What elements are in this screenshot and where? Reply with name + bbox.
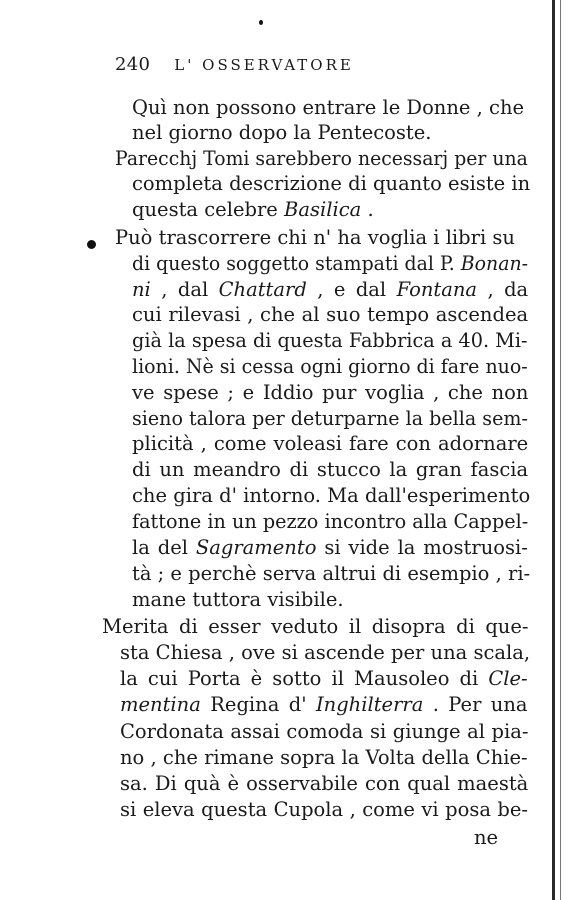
text-line xyxy=(115,147,528,171)
italic-text: mentina xyxy=(120,693,201,716)
text-segment: mane tuttora visibile. xyxy=(132,588,344,611)
text-line xyxy=(132,278,528,302)
text-segment: Quì non possono entrare le Donne , che xyxy=(132,96,525,119)
text-segment: Regina d' xyxy=(200,693,316,716)
text-segment: ve spese ; e Iddio pur voglia , che non xyxy=(132,381,529,404)
text-line xyxy=(132,198,374,222)
text-line xyxy=(102,615,528,639)
text-line xyxy=(132,407,528,431)
italic-text: Fontana xyxy=(396,278,478,301)
text-segment: lioni. Nè si cessa ogni giorno di fare nuo- xyxy=(132,355,528,378)
text-line xyxy=(132,432,528,456)
italic-text: Basilica xyxy=(284,198,362,221)
italic-text: ni xyxy=(132,278,151,301)
running-header xyxy=(115,54,354,75)
text-segment: sta Chiesa , ove si ascende per una scala, xyxy=(120,641,531,664)
text-segment: di questo soggetto stampati dal P. xyxy=(132,252,461,275)
text-segment: la del xyxy=(132,536,196,559)
text-line xyxy=(132,252,528,276)
text-segment: fattone in un pezzo incontro alla Cappel- xyxy=(132,510,529,533)
text-segment: no , che rimane sopra la Volta della Chie- xyxy=(120,746,528,769)
text-line xyxy=(132,381,528,405)
italic-text: Cle- xyxy=(488,667,528,690)
text-line xyxy=(132,121,431,145)
text-line xyxy=(474,826,498,850)
running-title: L' OSSERVATORE xyxy=(174,56,354,74)
text-segment: la cui Porta è sotto il Mausoleo di xyxy=(120,667,489,690)
italic-text: Bonan- xyxy=(460,252,528,275)
page-edge-shadow xyxy=(552,0,555,900)
text-segment: si eleva questa Cupola , come vi posa be- xyxy=(120,798,529,821)
ink-blot xyxy=(87,240,96,249)
text-segment: si vide la mostruosi- xyxy=(316,536,528,559)
text-segment: tà ; e perchè serva altrui di esempio , ri- xyxy=(132,562,531,585)
text-segment: di un meandro di stucco la gran fascia xyxy=(132,458,529,481)
text-line xyxy=(132,484,530,508)
text-segment: . xyxy=(361,198,374,221)
text-line xyxy=(120,772,528,796)
text-segment: , da xyxy=(477,278,529,301)
text-segment: Può trascorrere chi n' ha voglia i libri su xyxy=(115,226,515,249)
text-segment: già la spesa di questa Fabbrica a 40. Mi- xyxy=(132,329,528,352)
text-line xyxy=(132,303,528,327)
text-line xyxy=(132,458,528,482)
text-segment: Parecchj Tomi sarebbero necessarj per una xyxy=(115,147,528,170)
text-line xyxy=(120,693,528,717)
text-line xyxy=(132,536,528,560)
text-line xyxy=(120,746,528,770)
text-segment: ne xyxy=(474,826,499,849)
text-segment: , dal xyxy=(150,278,219,301)
text-segment: che gira d' intorno. Ma dall'esperimento xyxy=(132,484,531,507)
text-line xyxy=(120,667,528,691)
italic-text: Sagramento xyxy=(195,536,317,559)
ink-speck xyxy=(259,20,263,25)
text-segment: questa celebre xyxy=(132,198,285,221)
text-line xyxy=(132,96,524,120)
text-line xyxy=(132,562,530,586)
text-segment: . Per una xyxy=(423,693,528,716)
text-line xyxy=(120,641,530,665)
text-line xyxy=(132,510,528,534)
italic-text: Chattard xyxy=(218,278,307,301)
text-line xyxy=(132,329,528,353)
text-line xyxy=(120,798,528,822)
text-segment: completa descrizione di quanto esiste in xyxy=(132,172,531,195)
italic-text: Inghilterra xyxy=(315,693,424,716)
text-segment: plicità , come voleasi fare con adornare xyxy=(132,432,529,455)
text-segment: Merita di esser veduto il disopra di que- xyxy=(102,615,529,638)
text-line xyxy=(132,172,530,196)
text-segment: , e dal xyxy=(306,278,397,301)
page-edge-line xyxy=(560,0,561,900)
text-segment: sieno talora per deturparne la bella sem- xyxy=(132,407,528,430)
text-line xyxy=(132,588,344,612)
text-segment: nel giorno dopo la Pentecoste. xyxy=(132,121,432,144)
text-line xyxy=(120,720,528,744)
page-number: 240 xyxy=(115,54,151,75)
text-segment: Cordonata assai comoda si giunge al pia- xyxy=(120,720,529,743)
text-segment: sa. Di quà è osservabile con qual maestà xyxy=(120,772,529,795)
text-line xyxy=(132,355,528,379)
text-segment: cui rilevasi , che al suo tempo ascendea xyxy=(132,303,529,326)
text-line xyxy=(115,226,515,250)
